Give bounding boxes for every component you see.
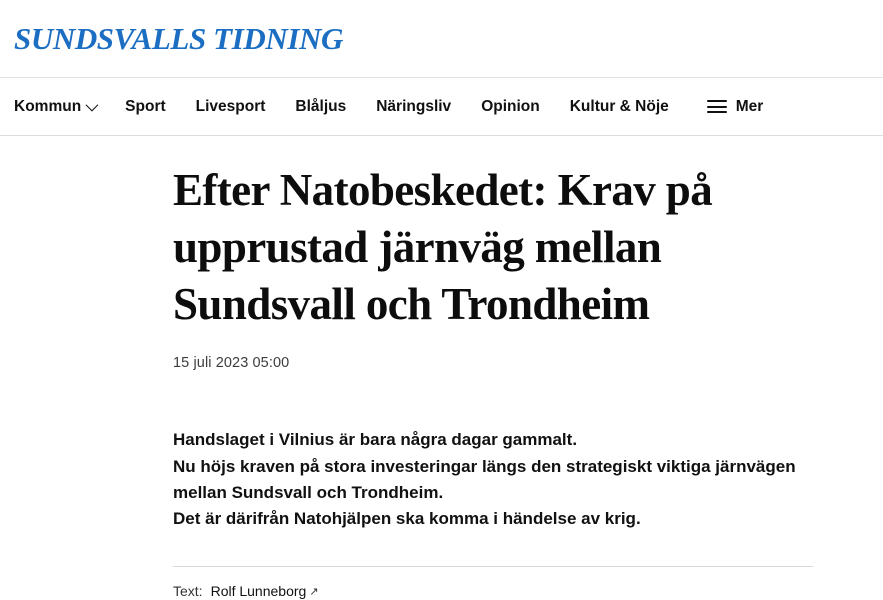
nav-item-more[interactable] — [707, 98, 764, 116]
article-timestamp: 15 juli 2023 05:00 — [173, 355, 290, 372]
nav-item-label: Livesport — [195, 97, 266, 115]
nav-item-label: Blåljus — [295, 97, 347, 115]
external-link-icon: ↗ — [309, 585, 319, 598]
hamburger-menu-icon — [707, 100, 727, 113]
main-navigation — [0, 78, 883, 136]
page-title: Efter Natobeskedet: Krav på upprustad järnväg mellan Sundsvall och Trondheim — [173, 165, 713, 330]
nav-item-blaljus[interactable] — [295, 98, 346, 116]
lead-line: Nu höjs kraven på stora investeringar längs den strategiskt viktiga järnvägen mellan Sundsvall och Trondheim. — [173, 456, 796, 503]
byline — [173, 583, 813, 600]
lead-line: Det är därifrån Natohjälpen ska komma i händelse av krig. — [173, 509, 641, 529]
lead-line: Handslaget i Vilnius är bara några dagar gammalt. — [173, 430, 578, 450]
site-masthead — [0, 0, 883, 78]
chevron-down-icon — [86, 99, 99, 112]
byline-author-link[interactable] — [211, 583, 319, 600]
nav-item-kommun[interactable] — [14, 98, 95, 116]
nav-item-livesport[interactable] — [196, 98, 266, 116]
byline-label: Text: — [173, 582, 203, 599]
nav-item-label: Kultur & Nöje — [569, 97, 669, 115]
article-body — [0, 136, 883, 600]
nav-item-label: Opinion — [481, 97, 540, 115]
article-lead — [173, 427, 803, 532]
byline-divider — [173, 566, 813, 567]
nav-item-sport[interactable] — [125, 98, 165, 116]
nav-item-opinion[interactable] — [481, 98, 540, 116]
nav-item-kultur-noje[interactable] — [570, 98, 669, 116]
byline-author-name: Rolf Lunneborg — [210, 582, 307, 599]
nav-item-label: Sport — [125, 97, 166, 115]
site-logo[interactable]: SUNDSVALLS TIDNING — [14, 21, 343, 56]
nav-more-label: Mer — [735, 97, 764, 115]
nav-item-label: Kommun — [14, 97, 82, 115]
nav-item-naringsliv[interactable] — [376, 98, 451, 116]
nav-item-label: Näringsliv — [376, 97, 452, 115]
